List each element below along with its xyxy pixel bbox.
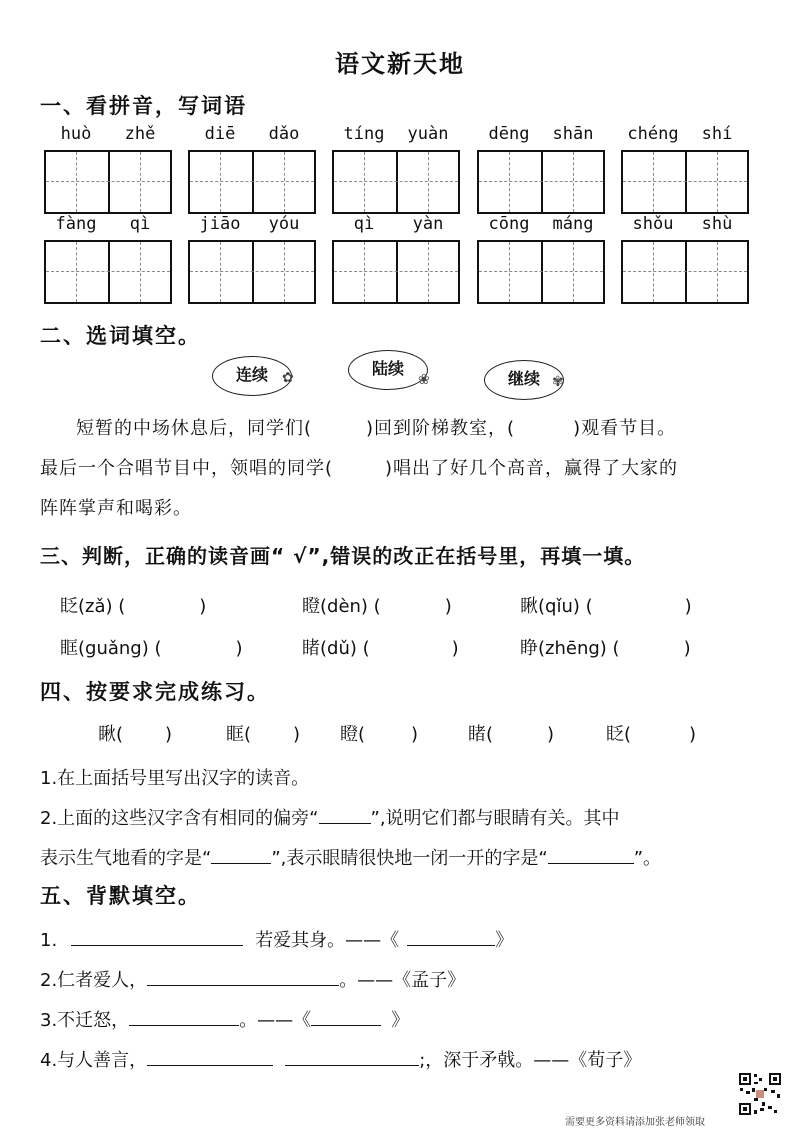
page-title: 语文新天地 — [335, 50, 465, 78]
judge-close: ) — [451, 638, 459, 659]
recite-blank-4b[interactable] — [285, 1047, 419, 1066]
pinyin-syllable: qì — [129, 214, 151, 234]
recite-text-1c: 》 — [495, 930, 514, 951]
writing-cell[interactable] — [479, 242, 543, 302]
pinyin-syllable: dēng — [488, 124, 530, 144]
recite-source-blank-3[interactable] — [311, 1007, 381, 1026]
section4-heading: 四、按要求完成练习。 — [40, 680, 270, 704]
writing-cell[interactable] — [334, 242, 398, 302]
writing-cell[interactable] — [46, 242, 110, 302]
q2-text-d: ”,表示眼睛很快地一闭一开的字是“ — [271, 848, 548, 869]
recite-text-1b: 若爱其身。——《 — [255, 930, 400, 951]
open-paren: ( — [116, 724, 124, 745]
recite-line-3 — [40, 1006, 409, 1032]
judge-pinyin: (qǐu) — [538, 596, 580, 617]
bush-icon: ❀ — [418, 372, 430, 388]
fill-paragraph — [40, 410, 770, 448]
flower-icon: ✿ — [282, 370, 294, 386]
judge-item-3 — [520, 592, 692, 618]
judge-item-4 — [60, 634, 243, 660]
judge-pinyin: (dèn) — [320, 596, 368, 617]
writing-cell[interactable] — [334, 152, 398, 212]
fill-paragraph-2 — [40, 450, 770, 488]
writing-cell[interactable] — [687, 242, 749, 302]
judge-close: ) — [235, 638, 243, 659]
section3-heading: 三、判断，正确的读音画“ √”,错误的改正在括号里，再填一填。 — [40, 544, 646, 568]
recite-blank-3[interactable] — [129, 1007, 239, 1026]
pinyin-syllable: zhě — [124, 124, 156, 144]
pinyin-syllable: shí — [701, 124, 733, 144]
judge-char: 眨 — [60, 596, 78, 617]
section5-heading: 五、背默填空。 — [40, 884, 201, 908]
judge-item-6 — [520, 634, 691, 660]
pinyin-syllable: diē — [204, 124, 236, 144]
section1-heading: 一、看拼音，写词语 — [40, 94, 247, 118]
writing-cell[interactable] — [190, 242, 254, 302]
blink-blank[interactable] — [548, 845, 634, 864]
pinyin-syllable: jiāo — [199, 214, 241, 234]
q2-line-1 — [40, 804, 620, 830]
tianzige-box[interactable] — [188, 150, 316, 214]
tianzige-box[interactable] — [332, 240, 460, 304]
para-text-5: )唱出了好几个高音，赢得了大家的 — [385, 458, 679, 479]
char: 瞅 — [98, 724, 116, 745]
recite-text-2a: 2.仁者爱人， — [40, 970, 148, 991]
tianzige-box[interactable] — [477, 150, 605, 214]
char-item-3 — [340, 720, 418, 746]
pinyin-syllable: qì — [353, 214, 375, 234]
open-paren: ( — [244, 724, 252, 745]
close-paren: ) — [547, 724, 555, 745]
pinyin-syllable: dǎo — [268, 124, 300, 144]
grass-icon: ✾ — [552, 374, 564, 390]
writing-cell[interactable] — [254, 242, 316, 302]
judge-close: ) — [199, 596, 207, 617]
judge-char: 睹 — [302, 638, 320, 659]
open-paren: ( — [624, 724, 632, 745]
writing-cell[interactable] — [623, 152, 687, 212]
pinyin-syllable: shù — [701, 214, 733, 234]
writing-cell[interactable] — [479, 152, 543, 212]
footer-note: 需要更多资料请添加张老师领取 — [565, 1117, 705, 1128]
char: 眨 — [606, 724, 624, 745]
qr-code-icon — [738, 1072, 782, 1116]
judge-open: ( — [356, 638, 370, 659]
q2-line-2 — [40, 844, 661, 870]
q2-text-c: 表示生气地看的字是“ — [40, 848, 212, 869]
judge-item-5 — [302, 634, 459, 660]
pinyin-syllable: yàn — [412, 214, 444, 234]
judge-char: 瞅 — [520, 596, 538, 617]
angry-look-blank[interactable] — [211, 845, 271, 864]
writing-cell[interactable] — [543, 152, 605, 212]
recite-line-4 — [40, 1046, 641, 1072]
para-text-2: )回到阶梯教室，( — [366, 418, 516, 439]
recite-blank-1[interactable] — [71, 927, 243, 946]
recite-num-1: 1. — [40, 930, 58, 951]
char: 瞪 — [340, 724, 358, 745]
pinyin-syllable: huò — [60, 124, 92, 144]
judge-item-1 — [60, 592, 206, 618]
tianzige-box[interactable] — [621, 150, 749, 214]
writing-cell[interactable] — [623, 242, 687, 302]
recite-blank-2[interactable] — [147, 967, 339, 986]
judge-pinyin: (dǔ) — [320, 638, 357, 659]
pinyin-syllable: yóu — [268, 214, 300, 234]
writing-cell[interactable] — [543, 242, 605, 302]
para-text-6: 阵阵掌声和喝彩。 — [40, 498, 192, 519]
judge-pinyin: (zhēng) — [538, 638, 607, 659]
tianzige-box[interactable] — [621, 240, 749, 304]
recite-blank-4a[interactable] — [147, 1047, 273, 1066]
recite-line-1 — [40, 926, 513, 952]
char: 眶 — [226, 724, 244, 745]
writing-cell[interactable] — [46, 152, 110, 212]
recite-text-3b: 。——《 — [239, 1010, 312, 1031]
recite-line-2 — [40, 966, 465, 992]
word-option-1: 连续 — [212, 356, 292, 396]
char-item-2 — [226, 720, 300, 746]
close-paren: ) — [411, 724, 419, 745]
pinyin-syllable: tíng — [343, 124, 385, 144]
section2-heading: 二、选词填空。 — [40, 324, 201, 348]
close-paren: ) — [689, 724, 697, 745]
recite-text-3c: 》 — [391, 1010, 410, 1031]
para-text-3: )观看节目。 — [573, 418, 677, 439]
judge-open: ( — [606, 638, 620, 659]
pinyin-syllable: shān — [552, 124, 594, 144]
radical-blank[interactable] — [319, 805, 371, 824]
judge-close: ) — [683, 638, 691, 659]
judge-char: 睁 — [520, 638, 538, 659]
word-option-3: 继续 — [484, 360, 564, 400]
recite-text-3a: 3.不迁怒， — [40, 1010, 130, 1031]
recite-text-4b: ;，深于矛戟。——《荀子》 — [419, 1050, 642, 1071]
judge-char: 眶 — [60, 638, 78, 659]
writing-cell[interactable] — [110, 242, 172, 302]
judge-open: ( — [367, 596, 381, 617]
tianzige-box[interactable] — [44, 240, 172, 304]
char-item-5 — [606, 720, 696, 746]
judge-open: ( — [148, 638, 162, 659]
tianzige-box[interactable] — [477, 240, 605, 304]
judge-pinyin: (zǎ) — [78, 596, 113, 617]
recite-text-4a: 4.与人善言， — [40, 1050, 148, 1071]
close-paren: ) — [165, 724, 173, 745]
judge-close: ) — [684, 596, 692, 617]
judge-open: ( — [112, 596, 126, 617]
recite-source-blank-1[interactable] — [407, 927, 495, 946]
word-option-2: 陆续 — [348, 350, 428, 390]
char-item-1 — [98, 720, 172, 746]
writing-cell[interactable] — [254, 152, 316, 212]
char-item-4 — [468, 720, 554, 746]
fill-paragraph-3 — [40, 490, 770, 528]
judge-pinyin: (guǎng) — [78, 638, 149, 659]
judge-open: ( — [579, 596, 593, 617]
open-paren: ( — [486, 724, 494, 745]
judge-char: 瞪 — [302, 596, 320, 617]
writing-cell[interactable] — [687, 152, 749, 212]
close-paren: ) — [293, 724, 301, 745]
tianzige-box[interactable] — [44, 150, 172, 214]
pinyin-syllable: cōng — [488, 214, 530, 234]
pinyin-syllable: yuàn — [407, 124, 449, 144]
pinyin-syllable: máng — [552, 214, 594, 234]
pinyin-syllable: shǒu — [632, 214, 674, 234]
para-text-4: 最后一个合唱节目中，领唱的同学( — [40, 458, 334, 479]
q2-text-e: ”。 — [633, 848, 662, 869]
para-text-1: 短暂的中场休息后，同学们( — [76, 418, 313, 439]
open-paren: ( — [358, 724, 366, 745]
writing-cell[interactable] — [110, 152, 172, 212]
recite-text-2b: 。——《孟子》 — [339, 970, 466, 991]
pinyin-syllable: chéng — [627, 124, 679, 144]
writing-cell[interactable] — [398, 242, 460, 302]
tianzige-box[interactable] — [188, 240, 316, 304]
char: 睹 — [468, 724, 486, 745]
writing-cell[interactable] — [190, 152, 254, 212]
tianzige-box[interactable] — [332, 150, 460, 214]
q2-text-a: 2.上面的这些汉字含有相同的偏旁“ — [40, 808, 319, 829]
judge-close: ) — [444, 596, 452, 617]
q2-text-b: ”,说明它们都与眼睛有关。其中 — [370, 808, 620, 829]
q1-text: 1.在上面括号里写出汉字的读音。 — [40, 768, 310, 789]
writing-cell[interactable] — [398, 152, 460, 212]
judge-item-2 — [302, 592, 452, 618]
pinyin-syllable: fàng — [55, 214, 97, 234]
